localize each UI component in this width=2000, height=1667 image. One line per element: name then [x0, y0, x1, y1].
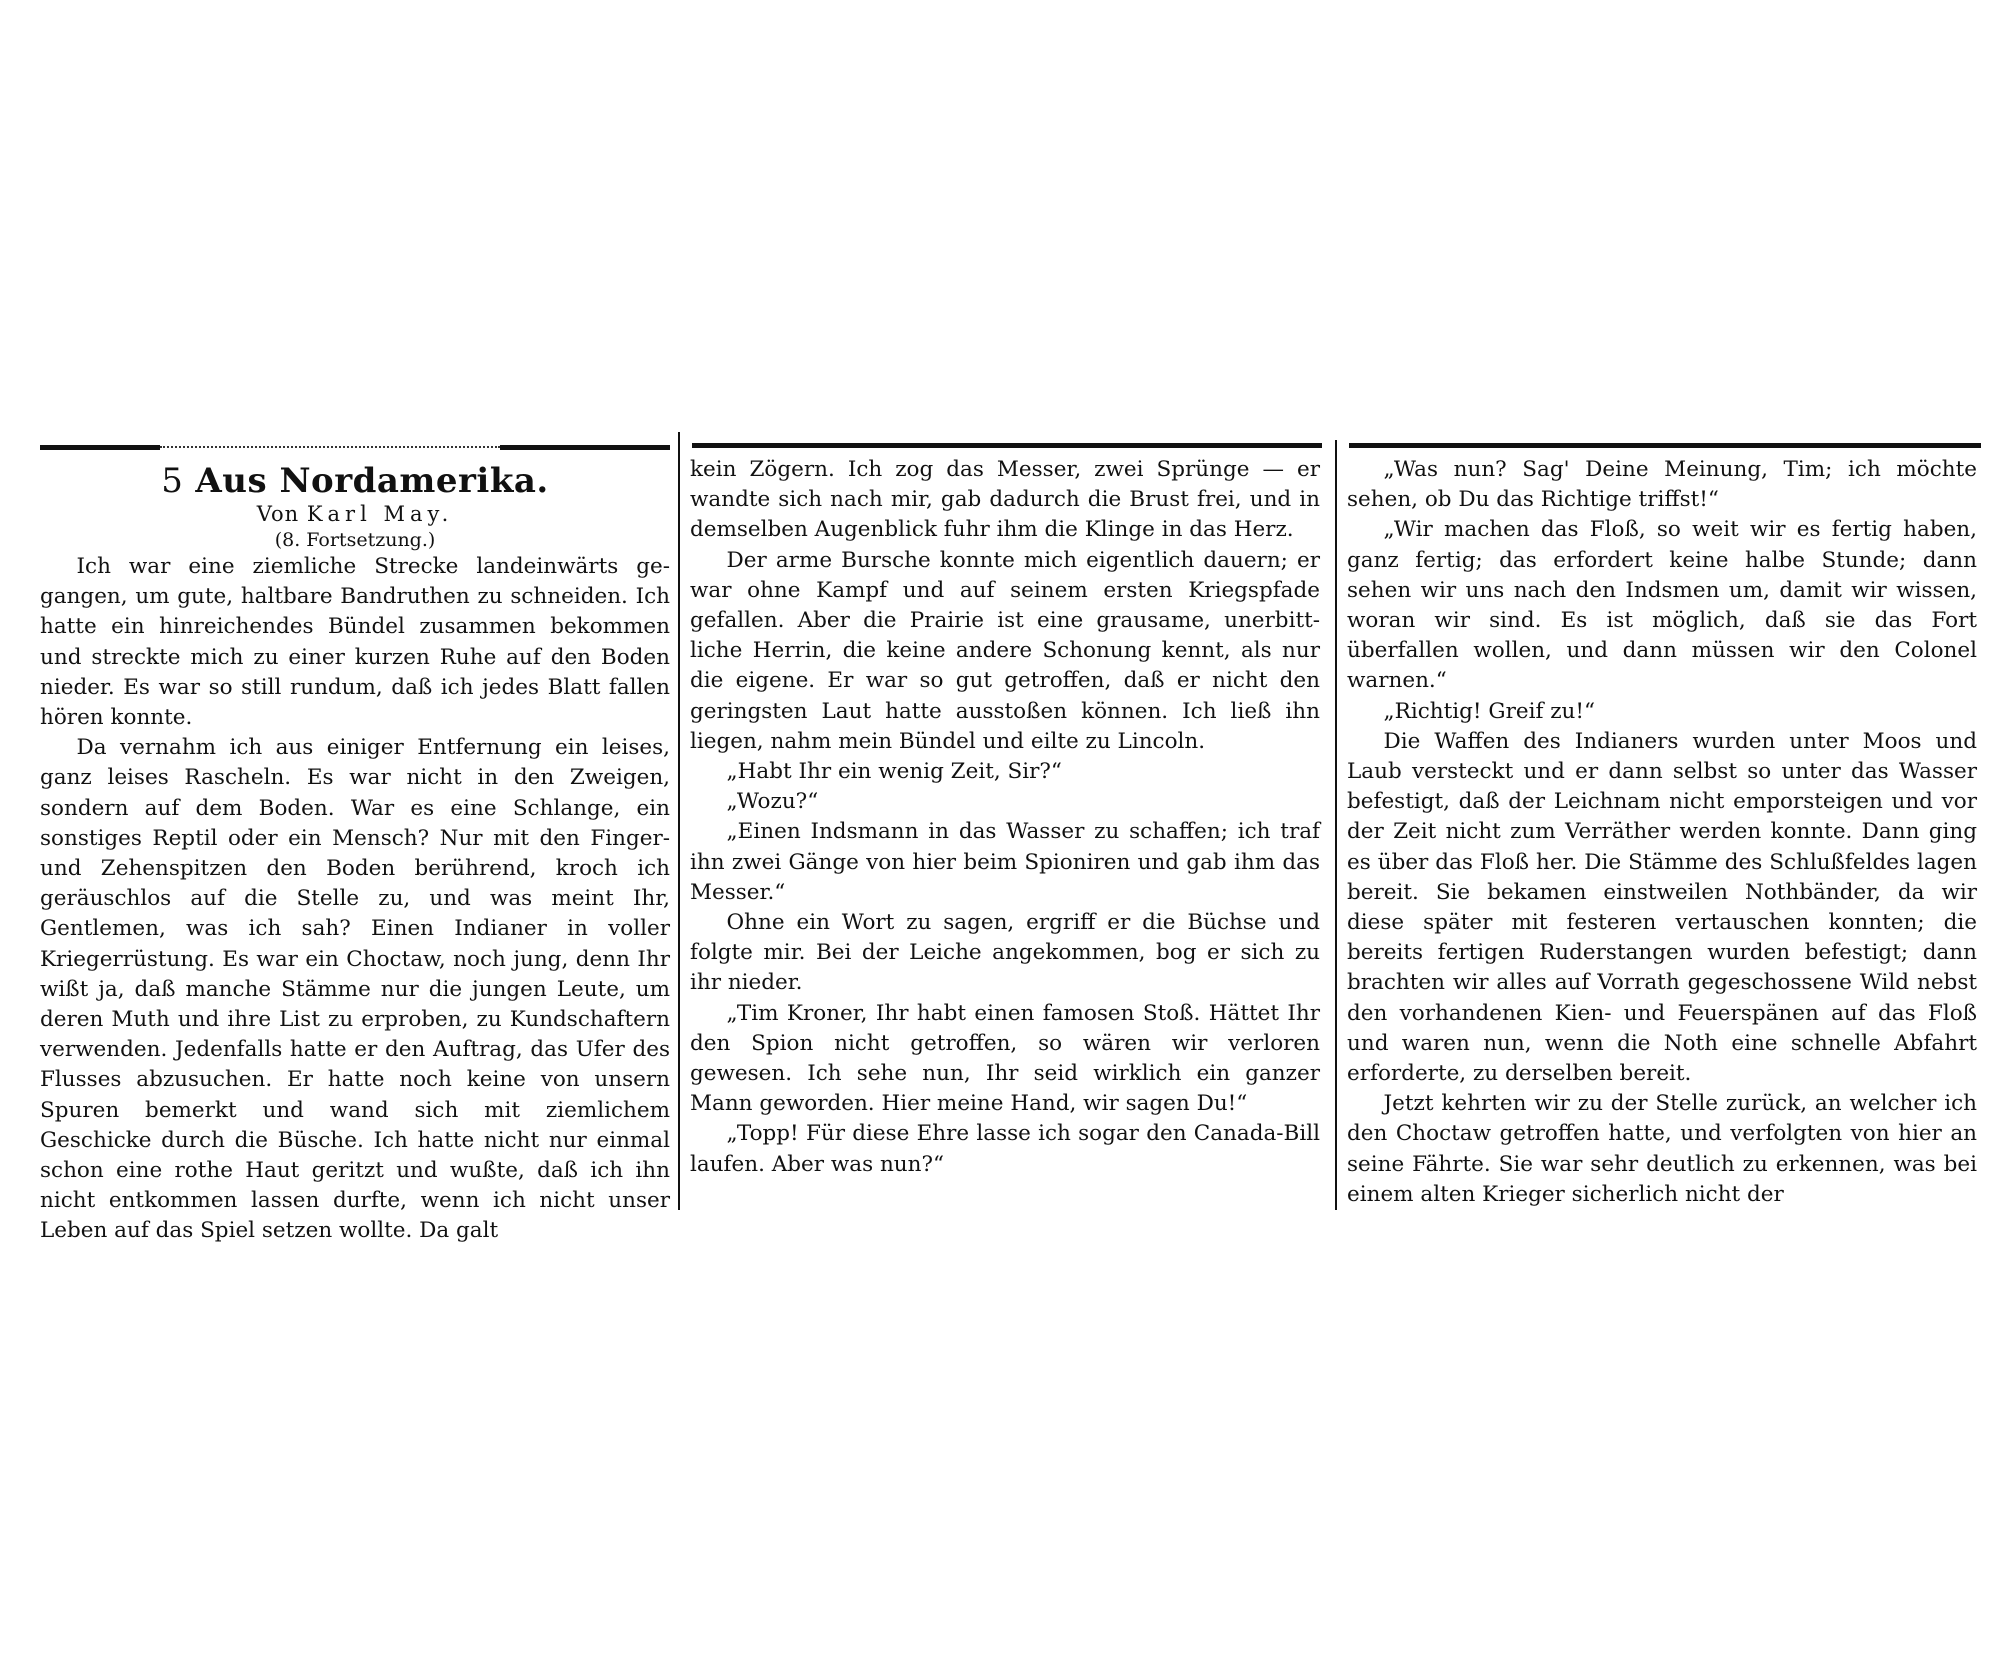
paragraph: Die Waffen des Indianers wurden unter Moos und Laub versteckt und er dann selbst so unter das Wasser befestigt, daß der Leichnam nicht emporsteigen und vor der Zeit nicht zum Verräther werden konnte. Dann ging es über das Floß her. Die Stämme des Schlußfeldes lagen bereit. Sie bekamen einstweilen Nothbänder, da wir diese später mit festeren vertauschen konnten; die bereits fertigen Ruderstangen wurden befestigt; dann brachten wir alles auf Vorrath gegeschossene Wild nebst den vorhandenen Kien- und Feuerspänen auf das Floß und waren nun, wenn die Noth eine schnelle Abfahrt erforderte, zu derselben bereit.: [1347, 728, 1977, 1087]
paragraph: Jetzt kehrten wir zu der Stelle zurück, an welcher ich den Choctaw getroffen hatte, und verfolgten von hier an seine Fährte. Sie war sehr deutlich zu erkennen, was bei einem alten Krieger sicherlich nicht der: [1347, 1091, 1977, 1207]
paragraph: „Habt Ihr ein wenig Zeit, Sir?“: [726, 759, 1062, 785]
paragraph: Ohne ein Wort zu sagen, ergriff er die Büchse und folgte mir. Bei der Leiche angekommen, bog er sich zu ihr nieder.: [690, 910, 1320, 996]
article-marker: 5: [161, 461, 184, 501]
column-separator-2: [1335, 440, 1337, 1210]
article-heading: [40, 461, 670, 552]
paragraph: Der arme Bursche konnte mich eigentlich dauern; er war ohne Kampf und auf seinem ersten Kriegspfade gefallen. Aber die Prairie ist eine grausame, unerbittliche Herrin, die keine andere Schonung kennt, als nur die eigene. Er war so gut getroffen, daß er nicht den geringsten Laut hatte ausstoßen können. Ich ließ ihn liegen, nahm mein Bündel und eilte zu Lincoln.: [690, 547, 1320, 754]
paragraph: „Tim Kroner, Ihr habt einen famosen Stoß. Hättet Ihr den Spion nicht getroffen, so wären wir verloren gewesen. Ich sehe nun, Ihr seid wirklich ein ganzer Mann geworden. Hier meine Hand, wir sagen Du!“: [690, 1000, 1320, 1117]
text-column-2: [690, 455, 1320, 1180]
article-title-text: Aus Nordamerika.: [195, 461, 549, 501]
author-prefix: Von: [256, 502, 300, 526]
text-column-3: [1347, 455, 1977, 1210]
header-rule-col3: [1349, 443, 1981, 448]
paragraph: „Richtig! Greif zu!“: [1383, 698, 1596, 724]
paragraph: „Einen Indsmann in das Wasser zu schaffen; ich traf ihn zwei Gänge von hier beim Spioniren und gab ihm das Messer.“: [690, 819, 1320, 905]
paragraph: Ich war eine ziemliche Strecke landeinwärts gegangen, um gute, haltbare Bandruthen zu schneiden. Ich hatte ein hinreichendes Bündel zusammen bekommen und streckte mich zu einer kurzen Ruhe auf den Boden nieder. Es war so still rundum, daß ich jedes Blatt fallen hören konnte.: [40, 554, 670, 731]
article-title: [40, 461, 670, 501]
article-author: [40, 501, 670, 528]
paragraph: „Wozu?“: [726, 789, 819, 815]
header-rule-col2: [692, 443, 1322, 448]
author-name: Karl May.: [306, 502, 454, 526]
header-rule-col1-left: [40, 445, 160, 450]
column-separator-1: [678, 432, 680, 1210]
text-column-1: [40, 455, 670, 1247]
header-rule-col1-right: [500, 445, 670, 450]
article-continuation: (8. Fortsetzung.): [274, 529, 436, 551]
header-rule-col1-middle: [160, 446, 500, 448]
paragraph: „Was nun? Sag' Deine Meinung, Tim; ich möchte sehen, ob Du das Richtige triffst!“: [1347, 457, 1977, 513]
paragraph: Da vernahm ich aus einiger Entfernung ein leises, ganz leises Rascheln. Es war nicht in den Zweigen, sondern auf dem Boden. War es eine Schlange, ein sonstiges Reptil oder ein Mensch? Nur mit den Finger- und Zehenspitzen den Boden berührend, kroch ich geräuschlos auf die Stelle zu, und was meint Ihr, Gentlemen, was ich sah? Einen Indianer in voller Kriegerrüstung. Es war ein Choctaw, noch jung, denn Ihr wißt ja, daß manche Stämme nur die jungen Leute, um deren Muth und ihre List zu erproben, zu Kundschaftern verwenden. Jedenfalls hatte er den Auftrag, das Ufer des Flusses abzusuchen. Er hatte noch keine von unsern Spuren bemerkt und wand sich mit ziemlichem Geschicke durch die Büsche. Ich hatte nicht nur einmal schon eine rothe Haut geritzt und wußte, daß ich ihn nicht entkommen lassen durfte, wenn ich nicht unser Leben auf das Spiel setzen wollte. Da galt: [40, 735, 670, 1244]
paragraph: „Wir machen das Floß, so weit wir es fertig haben, ganz fertig; das erfordert keine halbe Stunde; dann sehen wir uns nach den Indsmen um, damit wir wissen, woran wir sind. Es ist möglich, daß sie das Fort überfallen wollen, und dann müssen wir den Colonel warnen.“: [1347, 517, 1977, 694]
paragraph: kein Zögern. Ich zog das Messer, zwei Sprünge — er wandte sich nach mir, gab dadurch die Brust frei, und in demselben Augenblick fuhr ihm die Klinge in das Herz.: [690, 457, 1320, 543]
paragraph: „Topp! Für diese Ehre lasse ich sogar den Canada-Bill laufen. Aber was nun?“: [690, 1121, 1320, 1177]
